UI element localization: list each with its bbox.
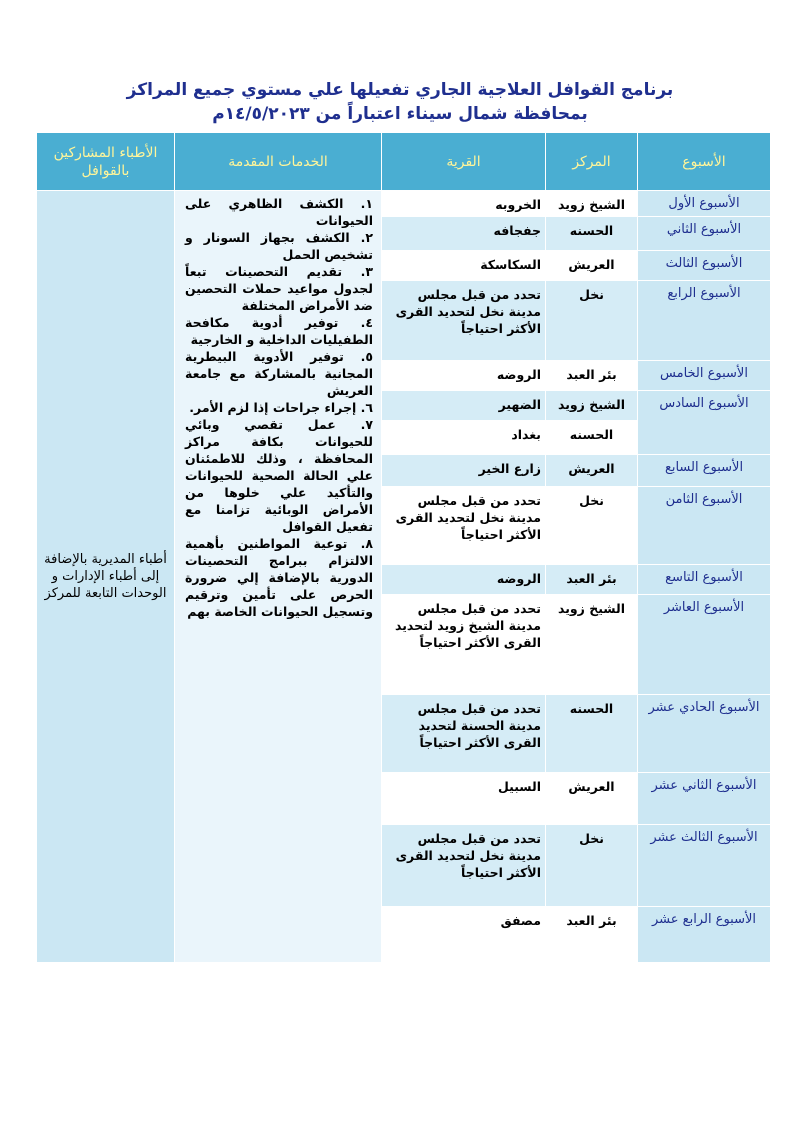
village-cell: زارع الخير — [382, 455, 546, 487]
center-cell: نخل — [546, 825, 638, 907]
center-cell: الحسنه — [546, 695, 638, 773]
village-cell: بغداد — [382, 421, 546, 455]
service-item: ٧. عمل تقصي وبائي للحيوانات بكافة مراكز المحافظة ، وذلك للاطمئنان علي الحالة الصحية للحيوانات والتأكيد علي خلوها من الأمراض الوبائية تزامنا مع تفعيل القوافل — [185, 417, 373, 534]
week-cell: الأسبوع الحادي عشر — [638, 695, 771, 773]
header-village: القرية — [382, 133, 546, 191]
service-item: ٢. الكشف بجهاز السونار و تشخيص الحمل — [185, 230, 373, 262]
week-cell: الأسبوع الثاني — [638, 217, 771, 251]
title-line-2: بمحافظة شمال سيناء اعتباراً من ١٤/٥/٢٠٢٣م — [212, 104, 588, 124]
village-cell: تحدد من قبل مجلس مدينة نخل لتحديد القرى الأكثر احتياجاً — [382, 487, 546, 565]
table-header-row — [37, 133, 771, 191]
service-item: ٥. توفير الأدوية البيطرية المجانية بالمشاركة مع جامعة العريش — [185, 349, 373, 398]
week-cell: الأسبوع الأول — [638, 191, 771, 217]
village-cell: تحدد من قبل مجلس مدينة نخل لتحديد القرى الأكثر احتياجاً — [382, 825, 546, 907]
center-cell: الشيخ زويد — [546, 191, 638, 217]
center-cell: العريش — [546, 251, 638, 281]
village-cell: الضهير — [382, 391, 546, 421]
center-cell: بئر العبد — [546, 361, 638, 391]
convoy-schedule-table — [36, 132, 771, 963]
village-cell: الخروبه — [382, 191, 546, 217]
center-cell: الشيخ زويد — [546, 595, 638, 695]
week-cell: الأسبوع السابع — [638, 455, 771, 487]
document-title — [0, 78, 800, 126]
village-cell: تحدد من قبل مجلس مدينة نخل لتحديد القرى الأكثر احتياجاً — [382, 281, 546, 361]
center-cell: العريش — [546, 455, 638, 487]
week-cell: الأسبوع الرابع — [638, 281, 771, 361]
doctors-cell: أطباء المديرية بالإضافة إلى أطباء الإدارات و الوحدات التابعة للمركز — [37, 191, 175, 963]
services-cell — [175, 191, 382, 963]
week-cell: الأسبوع الثالث عشر — [638, 825, 771, 907]
week-cell: الأسبوع الخامس — [638, 361, 771, 391]
center-cell: نخل — [546, 487, 638, 565]
center-cell: الحسنه — [546, 421, 638, 455]
header-services: الخدمات المقدمة — [175, 133, 382, 191]
village-cell: الروضه — [382, 565, 546, 595]
village-cell: السبيل — [382, 773, 546, 825]
service-item: ٤. توفير أدوية مكافحة الطفيليات الداخلية و الخارجية — [185, 315, 373, 347]
week-cell: الأسبوع التاسع — [638, 565, 771, 595]
village-cell: مصفق — [382, 907, 546, 963]
week-cell: الأسبوع الثامن — [638, 487, 771, 565]
village-cell: السكاسكة — [382, 251, 546, 281]
week-cell: الأسبوع العاشر — [638, 595, 771, 695]
center-cell: بئر العبد — [546, 907, 638, 963]
service-item: ١. الكشف الظاهري على الحيوانات — [185, 196, 373, 228]
week-cell: الأسبوع السادس — [638, 391, 771, 455]
village-cell: جفجافه — [382, 217, 546, 251]
center-cell: نخل — [546, 281, 638, 361]
header-center: المركز — [546, 133, 638, 191]
center-cell: الشيخ زويد — [546, 391, 638, 421]
center-cell: العريش — [546, 773, 638, 825]
table-row — [37, 191, 771, 217]
service-item: ٦. إجراء جراحات إذا لزم الأمر. — [189, 400, 373, 415]
center-cell: الحسنه — [546, 217, 638, 251]
service-item: ٨. توعية المواطنين بأهمية الالتزام ببرامج التحصينات الدورية بالإضافة إلي ضرورة الحرص على تأمين وترقيم وتسجيل الحيوانات الخاصة بهم — [185, 536, 373, 619]
header-week: الأسبوع — [638, 133, 771, 191]
header-doctors: الأطباء المشاركين بالقوافل — [37, 133, 175, 191]
week-cell: الأسبوع الثاني عشر — [638, 773, 771, 825]
village-cell: الروضه — [382, 361, 546, 391]
center-cell: بئر العبد — [546, 565, 638, 595]
village-cell: تحدد من قبل مجلس مدينة الحسنة لتحديد القرى الأكثر احتياجاً — [382, 695, 546, 773]
week-cell: الأسبوع الرابع عشر — [638, 907, 771, 963]
village-cell: تحدد من قبل مجلس مدينة الشيخ زويد لتحديد القرى الأكثر احتياجاً — [382, 595, 546, 695]
title-line-1: برنامج القوافل العلاجية الجاري تفعيلها علي مستوي جميع المراكز — [126, 80, 674, 100]
week-cell: الأسبوع الثالث — [638, 251, 771, 281]
service-item: ٣. تقديم التحصينات تبعاً لجدول مواعيد حملات التحصين ضد الأمراض المختلفة — [185, 264, 373, 313]
